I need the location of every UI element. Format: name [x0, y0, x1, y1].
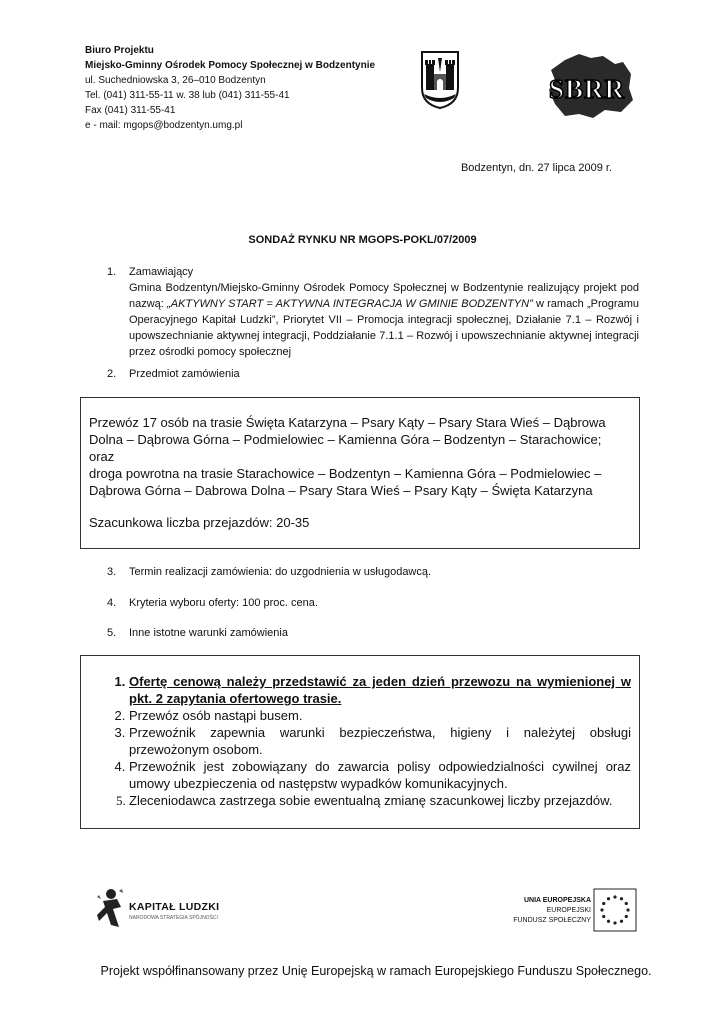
document-title: SONDAŻ RYNKU NR MGOPS-POKL/07/2009	[248, 234, 477, 246]
eu-star	[625, 902, 628, 905]
section-text: Kryteria wyboru oferty: 100 proc. cena.	[129, 597, 318, 609]
section-body	[129, 280, 639, 360]
eu-star	[602, 915, 605, 918]
org-email: e - mail: mgops@bodzentyn.umg.pl	[85, 120, 243, 131]
route-outbound: Przewóz 17 osób na trasie Święta Katarzyna – Psary Kąty – Psary Stara Wieś – Dąbrowa Dolna – Dąbrowa Górna – Podmielowiec – Kamienna Góra – Bodzentyn – Starachowice;	[89, 415, 606, 447]
eu-line1: UNIA EUROPEJSKA	[523, 897, 591, 904]
section-title: Zamawiający	[129, 266, 194, 278]
list-item: 4. Przewoźnik jest zobowiązany do zawarcia polisy odpowiedzialności cywilnej oraz umowy ubezpieczenia od następstw wypadków komunikacyjnych.	[129, 758, 631, 792]
subject-box	[80, 397, 640, 549]
org-name-line1: Biuro Projektu	[85, 45, 154, 56]
eu-flag-icon	[593, 888, 637, 932]
section-title: Przedmiot zamówienia	[129, 368, 240, 380]
eu-text	[513, 896, 591, 926]
kapital-ludzki-title: KAPITAŁ LUDZKI	[129, 901, 220, 913]
project-name: „AKTYWNY START = AKTYWNA INTEGRACJA W GMINIE BODZENTYN”	[167, 298, 533, 310]
eu-star	[607, 920, 610, 923]
org-phone: Tel. (041) 311-55-11 w. 38 lub (041) 311-55-41	[85, 90, 290, 101]
eu-star	[600, 908, 603, 911]
body-text-b: w ramach „Programu Operacyjnego Kapitał Ludzki”, Priorytet VII – Promocja integracji społecznej, Działanie 7.1 – Rozwój i upowszechnianie aktywnej integracji, Poddziałanie 7.1.1 – Rozwój i upowszechnianie aktywnej integracji przez ośrodki pomocy społecznej	[129, 298, 639, 358]
condition-offer-text: Ofertę cenową należy przedstawić za jeden dzień przewozu na wymienionej w pkt. 2 zapytania ofertowego trasie	[129, 674, 631, 706]
route-return: droga powrotna na trasie Starachowice – Bodzentyn – Kamienna Góra – Podmielowiec – Dąbrowa Górna – Dabrowa Dolna – Psary Stara Wieś – Psary Kąty – Święta Katarzyna	[89, 466, 602, 498]
eu-star	[625, 915, 628, 918]
condition-offer-suffix: .	[337, 691, 342, 706]
section-number: 1.	[107, 266, 117, 278]
org-address: ul. Suchedniowska 3, 26–010 Bodzentyn	[85, 75, 266, 86]
eu-star	[613, 895, 616, 898]
section-text: Inne istotne warunki zamówienia	[129, 627, 288, 639]
list-item	[129, 673, 631, 707]
conditions-list	[89, 673, 631, 809]
eu-star	[626, 908, 629, 911]
section-number: 4.	[107, 597, 117, 609]
section-text: Termin realizacji zamówienia: do uzgodnienia w usługodawcą.	[129, 566, 432, 578]
eu-line3: FUNDUSZ SPOŁECZNY	[513, 917, 591, 924]
eu-star	[613, 921, 616, 924]
list-item: 3. Przewoźnik zapewnia warunki bezpieczeństwa, higieny i należytej obsługi przewożonym osobom.	[129, 724, 631, 758]
list-item: 5. Zleceniodawca zastrzega sobie ewentualną zmianę szacunkowej liczby przejazdów.	[129, 792, 631, 809]
document-date: Bodzentyn, dn. 27 lipca 2009 r.	[460, 162, 612, 174]
letterhead	[85, 43, 375, 133]
section-criteria	[0, 595, 725, 613]
eu-social-fund-logo	[475, 888, 637, 934]
section-deadline	[0, 564, 725, 582]
eu-star	[607, 897, 610, 900]
conditions-box	[80, 655, 640, 829]
kapital-ludzki-logo	[95, 887, 225, 931]
section-number: 3.	[107, 566, 117, 578]
cofinancing-footer: Projekt współfinansowany przez Unię Europejską w ramach Europejskiego Funduszu Społecznego.	[100, 964, 652, 978]
section-subject	[0, 366, 725, 386]
kapital-ludzki-figure-icon	[95, 887, 125, 931]
section-other-conditions	[0, 625, 725, 643]
route-connector: oraz	[89, 449, 115, 464]
section-number: 2.	[107, 368, 117, 380]
sbrr-text: SBRR	[549, 74, 626, 104]
sbrr-logo	[545, 52, 635, 120]
body-text-a: Gmina Bodzentyn/Miejsko-Gminny Ośrodek Pomocy Społecznej w Bodzentynie realizujący projekt pod nazwą:	[129, 282, 639, 310]
eu-star	[620, 920, 623, 923]
section-number: 5.	[107, 627, 117, 639]
section-contracting-party	[0, 264, 725, 364]
eu-line2: EUROPEJSKI	[546, 907, 591, 914]
kapital-ludzki-subtitle: NARODOWA STRATEGIA SPÓJNOŚCI	[129, 915, 218, 921]
eu-star	[602, 902, 605, 905]
estimated-trips: Szacunkowa liczba przejazdów: 20-35	[89, 515, 310, 530]
bodzentyn-crest-logo	[420, 50, 460, 110]
org-name-line2: Miejsko-Gminny Ośrodek Pomocy Społecznej w Bodzentynie	[85, 60, 376, 71]
list-item: 2. Przewóz osób nastąpi busem.	[129, 707, 631, 724]
org-fax: Fax (041) 311-55-41	[85, 105, 176, 116]
eu-star	[620, 897, 623, 900]
